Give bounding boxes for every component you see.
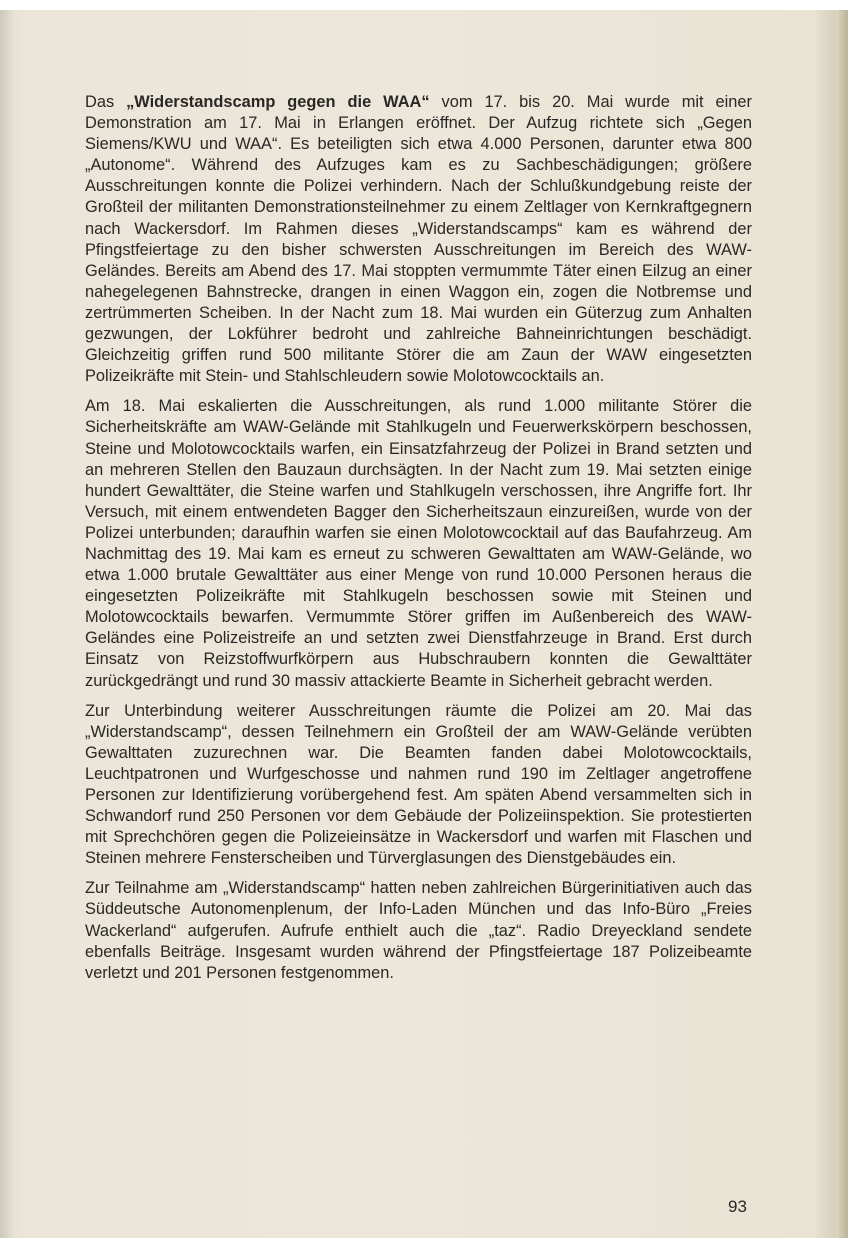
- camp-title-bold: „Widerstandscamp gegen die WAA“: [126, 93, 430, 111]
- paragraph-1: [85, 92, 752, 387]
- paragraph-1-text: vom 17. bis 20. Mai wurde mit einer Demonstration am 17. Mai in Erlangen eröffnet. Der Aufzug richtete sich „Gegen Siemens/KWU und WAA“. Es beteiligten sich etwa 4.000 Personen, darunter etwa 800 „Autonome“. Während des Aufzuges kam es zu Sachbeschädigungen; größere Ausschreitungen konnte die Polizei verhindern. Nach der Schlußkundgebung reiste der Großteil der militanten Demonstrationsteilnehmer zu einem Zeltlager von Kernkraftgegnern nach Wackersdorf. Im Rahmen dieses „Widerstandscamps“ kam es während der Pfingstfeiertage zu den bisher schwersten Ausschreitungen im Bereich des WAW-Geländes. Bereits am Abend des 17. Mai stoppten vermummte Täter einen Eilzug an einer nahegelegenen Bahnstrecke, drangen in einen Waggon ein, zogen die Notbremse und zertrümmerten Scheiben. In der Nacht zum 18. Mai wurden ein Güterzug zum Anhalten gezwungen, der Lokführer bedroht und zahlreiche Bahneinrichtungen beschädigt. Gleichzeitig griffen rund 500 militante Störer die am Zaun der WAW eingesetzten Polizeikräfte mit Stein- und Stahlschleudern sowie Molotowcocktails an.: [85, 93, 753, 386]
- paragraph-4: Zur Teilnahme am „Widerstandscamp“ hatten neben zahlreichen Bürgerinitiativen auch das Süddeutsche Autonomenplenum, der Info-Laden München und das Info-Büro „Freies Wackerland“ aufgerufen. Aufrufe enthielt auch die „taz“. Radio Dreyeckland sendete ebenfalls Beiträge. Insgesamt wurden während der Pfingstfeiertage 187 Polizeibeamte verletzt und 201 Personen festgenommen.: [85, 879, 752, 982]
- paragraph-2: Am 18. Mai eskalierten die Ausschreitungen, als rund 1.000 militante Störer die Sicherheitskräfte am WAW-Gelände mit Stahlkugeln und Feuerwerkskörpern beschossen, Steine und Molotowcocktails warfen, ein Einsatzfahrzeug der Polizei in Brand setzten und an mehreren Stellen den Bauzaun durchsägten. In der Nacht zum 19. Mai setzten einige hundert Gewalttäter, die Steine warfen und Stahlkugeln verschossen, ihre Angriffe fort. Ihr Versuch, mit einem entwendeten Bagger den Sicherheitszaun einzureißen, wurde von der Polizei unterbunden; daraufhin warfen sie einen Molotowcocktail auf das Baufahrzeug. Am Nachmittag des 19. Mai kam es erneut zu schweren Gewalttaten am WAW-Gelände, wo etwa 1.000 brutale Gewalttäter aus einer Menge von rund 10.000 Personen heraus die eingesetzten Polizeikräfte mit Stahlkugeln beschossen sowie mit Steinen und Molotowcocktails bewarfen. Vermummte Störer griffen im Außenbereich des WAW-Geländes eine Polizeistreife an und setzten zwei Dienstfahrzeuge in Brand. Erst durch Einsatz von Reizstoffwurfkörpern aus Hubschraubern konnten die Gewalttäter zurückgedrängt und rund 30 massiv attackierte Beamte in Sicherheit gebracht werden.: [85, 397, 752, 690]
- page-number: 93: [728, 1197, 747, 1216]
- scanned-page: [0, 10, 848, 1238]
- paragraph-1-prefix: Das: [85, 93, 127, 111]
- paragraph-3: Zur Unterbindung weiterer Ausschreitungen räumte die Polizei am 20. Mai das „Widerstandscamp“, dessen Teilnehmern ein Großteil der am WAW-Gelände verübten Gewalttaten zuzurechnen war. Die Beamten fanden dabei Molotowcocktails, Leuchtpatronen und Wurfgeschosse und nahmen rund 190 im Zeltlager angetroffene Personen zur Identifizierung vorübergehend fest. Am späten Abend versammelten sich in Schwandorf rund 250 Personen vor dem Gebäude der Polizeiinspektion. Sie protestierten mit Sprechchören gegen die Polizeieinsätze in Wackersdorf und warfen mit Flaschen und Steinen mehrere Fensterscheiben und Türverglasungen des Dienstgebäudes ein.: [85, 701, 752, 868]
- body-text: [85, 92, 752, 993]
- page-spine-edge: [836, 10, 848, 1238]
